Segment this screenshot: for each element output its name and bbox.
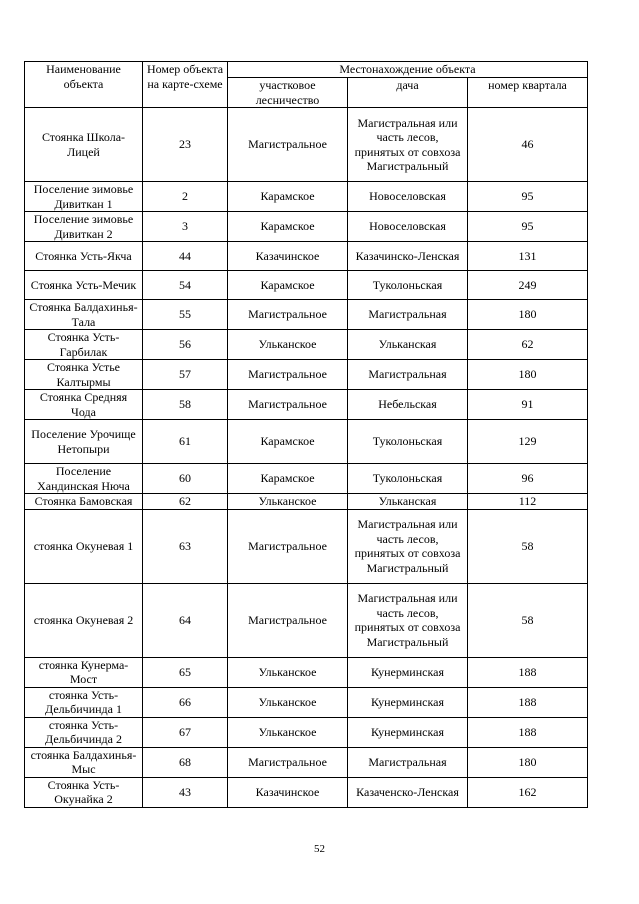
cell-quarter-number: 162	[468, 777, 588, 807]
cell-quarter-number: 188	[468, 657, 588, 687]
cell-map-number: 55	[143, 300, 228, 330]
cell-dacha: Ульканская	[348, 330, 468, 360]
cell-object-name: Стоянка Школа-Лицей	[25, 108, 143, 182]
header-dacha: дача	[348, 78, 468, 108]
cell-map-number: 63	[143, 509, 228, 583]
header-object-location: Местонахождение объекта	[228, 62, 588, 78]
cell-object-name: стоянка Окуневая 2	[25, 583, 143, 657]
cell-quarter-number: 131	[468, 242, 588, 271]
table-row	[25, 390, 588, 420]
cell-object-name: Стоянка Средняя Чода	[25, 390, 143, 420]
table-row	[25, 330, 588, 360]
cell-map-number: 58	[143, 390, 228, 420]
cell-quarter-number: 188	[468, 687, 588, 717]
cell-map-number: 66	[143, 687, 228, 717]
cell-map-number: 62	[143, 494, 228, 510]
cell-quarter-number: 180	[468, 300, 588, 330]
cell-dacha: Казачинско-Ленская	[348, 242, 468, 271]
cell-dacha: Магистральная или часть лесов, принятых от совхоза Магистральный	[348, 108, 468, 182]
cell-quarter-number: 129	[468, 420, 588, 464]
cell-quarter-number: 46	[468, 108, 588, 182]
header-row-1	[25, 62, 588, 78]
cell-forestry: Магистральное	[228, 509, 348, 583]
cell-map-number: 61	[143, 420, 228, 464]
cell-object-name: Поселение зимовье Дивиткан 1	[25, 182, 143, 212]
cell-map-number: 56	[143, 330, 228, 360]
table-row	[25, 300, 588, 330]
table-row	[25, 687, 588, 717]
cell-quarter-number: 58	[468, 509, 588, 583]
cell-forestry: Карамское	[228, 464, 348, 494]
cell-object-name: стоянка Кунерма-Мост	[25, 657, 143, 687]
table-row	[25, 420, 588, 464]
cell-dacha: Туколоньская	[348, 464, 468, 494]
table-row	[25, 657, 588, 687]
cell-dacha: Ульканская	[348, 494, 468, 510]
cell-quarter-number: 180	[468, 360, 588, 390]
cell-dacha: Туколоньская	[348, 271, 468, 300]
cell-quarter-number: 112	[468, 494, 588, 510]
cell-map-number: 44	[143, 242, 228, 271]
table-row	[25, 360, 588, 390]
table-row	[25, 494, 588, 510]
cell-forestry: Магистральное	[228, 747, 348, 777]
cell-quarter-number: 58	[468, 583, 588, 657]
table-row	[25, 108, 588, 182]
table-row	[25, 717, 588, 747]
cell-quarter-number: 249	[468, 271, 588, 300]
table-row	[25, 242, 588, 271]
header-quarter-number: номер квартала	[468, 78, 588, 108]
cell-map-number: 54	[143, 271, 228, 300]
cell-forestry: Ульканское	[228, 717, 348, 747]
cell-forestry: Магистральное	[228, 108, 348, 182]
cell-map-number: 2	[143, 182, 228, 212]
cell-object-name: Стоянка Балдахинья-Тала	[25, 300, 143, 330]
cell-map-number: 65	[143, 657, 228, 687]
cell-dacha: Магистральная или часть лесов, принятых от совхоза Магистральный	[348, 583, 468, 657]
header-object-name: Наименование объекта	[25, 62, 143, 108]
cell-forestry: Казачинское	[228, 242, 348, 271]
cell-quarter-number: 188	[468, 717, 588, 747]
cell-object-name: Стоянка Бамовская	[25, 494, 143, 510]
objects-table	[24, 61, 588, 808]
cell-forestry: Ульканское	[228, 657, 348, 687]
cell-dacha: Кунерминская	[348, 657, 468, 687]
cell-forestry: Магистральное	[228, 583, 348, 657]
cell-forestry: Магистральное	[228, 300, 348, 330]
cell-dacha: Магистральная	[348, 747, 468, 777]
table-row	[25, 583, 588, 657]
cell-dacha: Новоселовская	[348, 212, 468, 242]
cell-quarter-number: 95	[468, 212, 588, 242]
cell-forestry: Карамское	[228, 212, 348, 242]
cell-object-name: Стоянка Устье Калтырмы	[25, 360, 143, 390]
cell-object-name: Стоянка Усть-Гарбилак	[25, 330, 143, 360]
cell-dacha: Новоселовская	[348, 182, 468, 212]
table-row	[25, 212, 588, 242]
cell-forestry: Карамское	[228, 420, 348, 464]
cell-dacha: Туколоньская	[348, 420, 468, 464]
cell-dacha: Небельская	[348, 390, 468, 420]
cell-object-name: стоянка Балдахинья- Мыс	[25, 747, 143, 777]
table-row	[25, 271, 588, 300]
cell-dacha: Магистральная	[348, 300, 468, 330]
cell-dacha: Магистральная	[348, 360, 468, 390]
page-number: 52	[314, 843, 325, 855]
cell-forestry: Казачинское	[228, 777, 348, 807]
table-header	[25, 62, 588, 108]
cell-object-name: Стоянка Усть-Мечик	[25, 271, 143, 300]
cell-map-number: 64	[143, 583, 228, 657]
cell-object-name: стоянка Усть-Дельбичинда 2	[25, 717, 143, 747]
cell-dacha: Кунерминская	[348, 687, 468, 717]
cell-quarter-number: 96	[468, 464, 588, 494]
cell-forestry: Ульканское	[228, 687, 348, 717]
cell-object-name: Поселение Урочище Нетопыри	[25, 420, 143, 464]
header-map-number: Номер объекта на карте-схеме	[143, 62, 228, 108]
table-row	[25, 509, 588, 583]
cell-forestry: Магистральное	[228, 360, 348, 390]
table-body	[25, 108, 588, 808]
cell-dacha: Магистральная или часть лесов, принятых от совхоза Магистральный	[348, 509, 468, 583]
cell-object-name: Стоянка Усть-Окунайка 2	[25, 777, 143, 807]
cell-map-number: 68	[143, 747, 228, 777]
cell-object-name: стоянка Окуневая 1	[25, 509, 143, 583]
cell-map-number: 60	[143, 464, 228, 494]
cell-quarter-number: 95	[468, 182, 588, 212]
cell-dacha: Кунерминская	[348, 717, 468, 747]
cell-map-number: 43	[143, 777, 228, 807]
cell-dacha: Казаченско-Ленская	[348, 777, 468, 807]
cell-object-name: стоянка Усть-Дельбичинда 1	[25, 687, 143, 717]
cell-map-number: 23	[143, 108, 228, 182]
table-row	[25, 747, 588, 777]
cell-object-name: Поселение Хандинская Нюча	[25, 464, 143, 494]
cell-object-name: Стоянка Усть-Якча	[25, 242, 143, 271]
header-forestry: участковое лесничество	[228, 78, 348, 108]
table-row	[25, 464, 588, 494]
cell-quarter-number: 91	[468, 390, 588, 420]
table-row	[25, 777, 588, 807]
cell-forestry: Карамское	[228, 271, 348, 300]
table-row	[25, 182, 588, 212]
cell-quarter-number: 180	[468, 747, 588, 777]
cell-object-name: Поселение зимовье Дивиткан 2	[25, 212, 143, 242]
cell-map-number: 67	[143, 717, 228, 747]
cell-forestry: Ульканское	[228, 330, 348, 360]
cell-map-number: 57	[143, 360, 228, 390]
cell-forestry: Карамское	[228, 182, 348, 212]
cell-quarter-number: 62	[468, 330, 588, 360]
cell-forestry: Ульканское	[228, 494, 348, 510]
cell-forestry: Магистральное	[228, 390, 348, 420]
cell-map-number: 3	[143, 212, 228, 242]
